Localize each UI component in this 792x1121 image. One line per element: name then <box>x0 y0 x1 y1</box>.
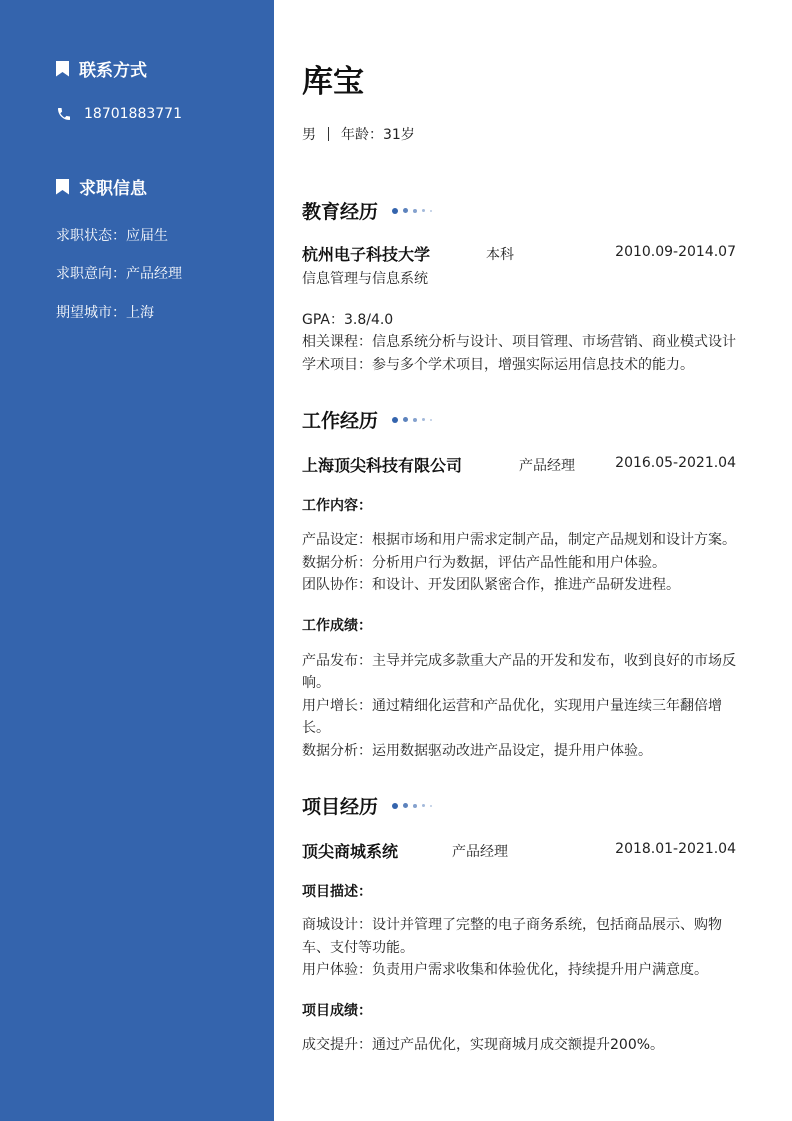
phone-row <box>56 106 182 122</box>
work-result-heading: 工作成绩： <box>302 618 372 634</box>
work-content-heading: 工作内容： <box>302 498 372 514</box>
academic-projects: 学术项目：参与多个学术项目，增强实际运用信息技术的能力。 <box>302 357 694 373</box>
work-title-label: 工作经历 <box>302 410 379 432</box>
degree: 本科 <box>486 247 514 263</box>
phone-icon <box>56 106 72 122</box>
major: 信息管理与信息系统 <box>302 271 428 287</box>
job-heading-label: 求职信息 <box>79 179 147 199</box>
project-desc-line: 车、支付等功能。 <box>302 940 414 956</box>
project-desc-heading: 项目描述： <box>302 884 372 900</box>
project-desc-line: 商城设计：设计并管理了完整的电子商务系统，包括商品展示、购物 <box>302 917 722 933</box>
divider <box>328 127 329 141</box>
work-period: 2016.05-2021.04 <box>615 455 736 471</box>
project-result-heading: 项目成绩： <box>302 1003 372 1019</box>
expected-city: 期望城市：上海 <box>56 305 154 321</box>
bookmark-icon <box>56 61 69 77</box>
work-result-line: 长。 <box>302 720 330 736</box>
project-title <box>302 792 437 819</box>
work-title <box>302 406 437 433</box>
sidebar <box>0 0 274 1121</box>
project-role: 产品经理 <box>452 844 508 860</box>
project-period: 2018.01-2021.04 <box>615 841 736 857</box>
project-title-label: 项目经历 <box>302 796 379 818</box>
work-result-line: 数据分析：运用数据驱动改进产品设定，提升用户体验。 <box>302 743 652 759</box>
bookmark-icon <box>56 179 69 195</box>
work-content-line: 产品设定：根据市场和用户需求定制产品，制定产品规划和设计方案。 <box>302 532 736 548</box>
contact-heading-label: 联系方式 <box>79 61 147 81</box>
company-name: 上海顶尖科技有限公司 <box>302 456 463 475</box>
basic-info <box>302 124 415 144</box>
job-intention: 求职意向：产品经理 <box>56 266 182 282</box>
education-title-label: 教育经历 <box>302 201 379 223</box>
gpa: GPA：3.8/4.0 <box>302 312 394 328</box>
project-desc-line: 用户体验：负责用户需求收集和体验优化，持续提升用户满意度。 <box>302 962 708 978</box>
gender: 男 <box>302 127 316 143</box>
job-status: 求职状态：应届生 <box>56 228 168 244</box>
work-result-line: 产品发布：主导并完成多款重大产品的开发和发布，收到良好的市场反 <box>302 653 736 669</box>
work-content-line: 团队协作：和设计、开发团队紧密合作，推进产品研发进程。 <box>302 577 680 593</box>
dots-decoration <box>392 208 437 214</box>
dots-decoration <box>392 417 437 423</box>
education-period: 2010.09-2014.07 <box>615 244 736 260</box>
work-content-line: 数据分析：分析用户行为数据，评估产品性能和用户体验。 <box>302 555 666 571</box>
work-result-line: 用户增长：通过精细化运营和产品优化，实现用户量连续三年翻倍增 <box>302 698 722 714</box>
person-name: 库宝 <box>302 64 364 100</box>
courses: 相关课程：信息系统分析与设计、项目管理、市场营销、商业模式设计 <box>302 334 736 350</box>
work-result-line: 响。 <box>302 675 330 691</box>
dots-decoration <box>392 803 437 809</box>
project-result-line: 成交提升：通过产品优化，实现商城月成交额提升200%。 <box>302 1037 665 1053</box>
job-heading <box>56 174 147 199</box>
project-name: 顶尖商城系统 <box>302 842 399 861</box>
school-name: 杭州电子科技大学 <box>302 245 431 264</box>
education-title <box>302 197 437 224</box>
contact-heading <box>56 56 147 81</box>
work-role: 产品经理 <box>519 458 575 474</box>
age: 年龄：31岁 <box>341 127 415 143</box>
phone-number: 18701883771 <box>84 106 182 122</box>
